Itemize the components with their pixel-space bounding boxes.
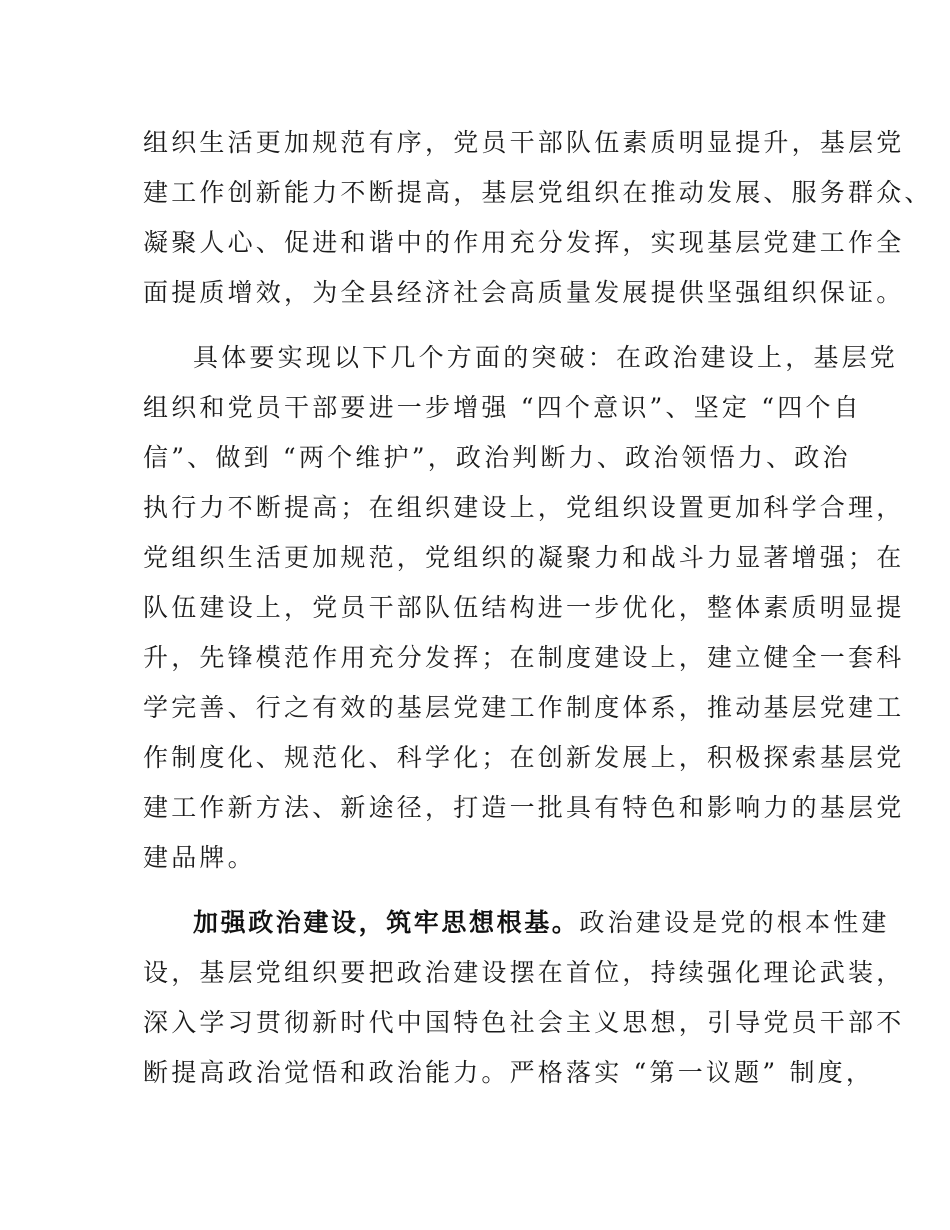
paragraph-3-line-2: 设，基层党组织要把政治建设摆在首位，持续强化理论武装，	[143, 958, 905, 987]
paragraph-2-line-9: 作制度化、规范化、科学化；在创新发展上，积极探索基层党	[143, 743, 905, 772]
paragraph-1-line-3: 凝聚人心、促进和谐中的作用充分发挥，实现基层党建工作全	[143, 228, 905, 257]
paragraph-3-line-3: 深入学习贯彻新时代中国特色社会主义思想，引导党员干部不	[143, 1008, 905, 1037]
paragraph-2-line-6: 队伍建设上，党员干部队伍结构进一步优化，整体素质明显提	[143, 593, 905, 622]
paragraph-3-line-1-text: 政治建设是党的根本性建	[579, 908, 890, 937]
paragraph-1-line-4: 面提质增效，为全县经济社会高质量发展提供坚强组织保证。	[143, 278, 905, 307]
paragraph-2-line-4: 执行力不断提高；在组织建设上，党组织设置更加科学合理，	[143, 493, 905, 522]
paragraph-1-line-1: 组织生活更加规范有序，党员干部队伍素质明显提升，基层党	[143, 128, 905, 157]
paragraph-2-line-3: 信”、做到 “两个维护”，政治判断力、政治领悟力、政治	[143, 443, 851, 472]
paragraph-2-line-8: 学完善、行之有效的基层党建工作制度体系，推动基层党建工	[143, 693, 905, 722]
paragraph-1-line-2: 建工作创新能力不断提高，基层党组织在推动发展、服务群众、	[143, 178, 933, 207]
section-heading: 加强政治建设，筑牢思想根基。	[193, 908, 580, 937]
paragraph-2-line-10: 建工作新方法、新途径，打造一批具有特色和影响力的基层党	[143, 793, 905, 822]
paragraph-2-line-11: 建品牌。	[143, 843, 256, 872]
paragraph-3-line-1	[193, 908, 890, 938]
paragraph-3-line-4: 断提高政治觉悟和政治能力。严格落实 “第一议题” 制度，	[143, 1058, 875, 1087]
paragraph-2-line-2: 组织和党员干部要进一步增强 “四个意识”、坚定 “四个自	[143, 393, 862, 422]
paragraph-2-line-5: 党组织生活更加规范，党组织的凝聚力和战斗力显著增强；在	[143, 543, 905, 572]
paragraph-2-line-7: 升，先锋模范作用充分发挥；在制度建设上，建立健全一套科	[143, 643, 905, 672]
paragraph-2-line-1: 具体要实现以下几个方面的突破：在政治建设上，基层党	[193, 343, 899, 372]
